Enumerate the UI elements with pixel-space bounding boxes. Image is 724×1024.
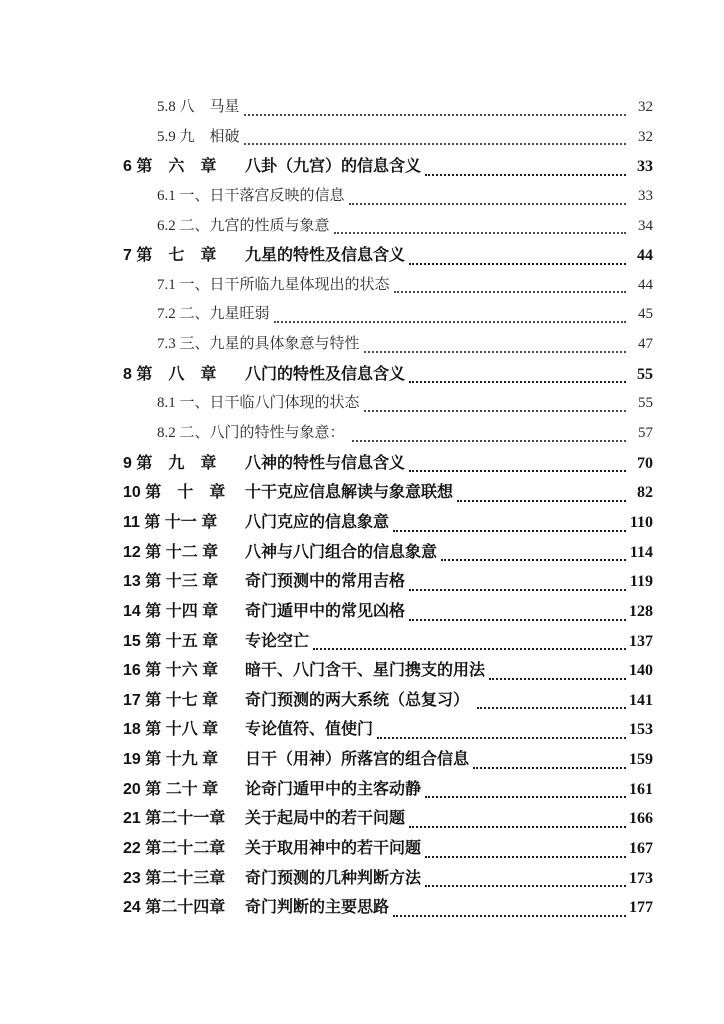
toc-page-number: 153 bbox=[629, 721, 653, 739]
dot-leader bbox=[473, 745, 626, 769]
toc-chapter-title: 奇门遁甲中的常见凶格 bbox=[245, 602, 406, 620]
toc-chapter-title: 八神与八门组合的信息象意 bbox=[245, 543, 438, 561]
toc-sub-entry bbox=[123, 271, 653, 301]
toc-page-number: 82 bbox=[637, 484, 653, 502]
dot-leader bbox=[394, 271, 626, 294]
toc-sub-entry bbox=[123, 419, 653, 449]
toc-sub-entry bbox=[123, 93, 653, 123]
toc-chapter-title: 奇门预测中的常用吉格 bbox=[245, 573, 406, 591]
toc-sub-entry bbox=[123, 300, 653, 330]
toc-page-number: 114 bbox=[629, 543, 653, 561]
dot-leader bbox=[457, 478, 626, 502]
toc-chapter-entry bbox=[123, 864, 653, 894]
dot-leader bbox=[313, 627, 626, 651]
dot-leader bbox=[409, 241, 626, 265]
toc-chapter-entry bbox=[123, 152, 653, 182]
toc-chapter-label: 9 第 九 章 bbox=[123, 454, 217, 472]
toc-chapter-label: 23 第二十三章 bbox=[123, 869, 226, 887]
dot-leader bbox=[349, 182, 626, 205]
toc-chapter-label: 18 第 十八 章 bbox=[123, 721, 219, 739]
dot-leader bbox=[377, 715, 626, 739]
toc-chapter-label: 8 第 八 章 bbox=[123, 365, 217, 383]
toc-chapter-entry bbox=[123, 715, 653, 745]
toc-chapter-title: 奇门预测的几种判断方法 bbox=[245, 869, 422, 887]
toc-sub-label: 8.1 一、日干临八门体现的状态 bbox=[157, 395, 360, 412]
toc-sub-label: 7.2 二、九星旺弱 bbox=[157, 306, 270, 323]
toc-chapter-entry bbox=[123, 360, 653, 390]
toc-chapter-title: 论奇门遁甲中的主客动静 bbox=[245, 780, 422, 798]
toc-chapter-entry bbox=[123, 893, 653, 923]
dot-leader bbox=[352, 419, 626, 442]
dot-leader bbox=[409, 360, 626, 384]
toc-chapter-label: 11 第 十一 章 bbox=[123, 513, 218, 531]
dot-leader bbox=[244, 123, 626, 146]
dot-leader bbox=[409, 597, 626, 621]
toc-chapter-label: 12 第 十二 章 bbox=[123, 543, 219, 561]
toc-sub-label: 7.3 三、九星的具体象意与特性 bbox=[157, 336, 360, 353]
toc-page-number: 159 bbox=[629, 751, 653, 769]
dot-leader bbox=[425, 834, 626, 858]
toc-page-number: 110 bbox=[629, 513, 653, 531]
toc-chapter-title: 专论值符、值使门 bbox=[245, 721, 374, 739]
dot-leader bbox=[364, 330, 626, 353]
toc-page-number: 70 bbox=[637, 454, 653, 472]
toc-sub-entry bbox=[123, 212, 653, 242]
dot-leader bbox=[409, 449, 626, 473]
dot-leader bbox=[334, 212, 626, 235]
toc-chapter-title: 暗干、八门含干、星门携支的用法 bbox=[245, 662, 486, 680]
toc-chapter-title: 八卦（九宫）的信息含义 bbox=[245, 158, 422, 176]
dot-leader bbox=[393, 508, 626, 532]
toc-page-number: 128 bbox=[629, 602, 653, 620]
toc-chapter-entry bbox=[123, 538, 653, 568]
dot-leader bbox=[425, 152, 626, 176]
toc-chapter-entry bbox=[123, 745, 653, 775]
toc-page-number: 166 bbox=[629, 810, 653, 828]
toc-chapter-entry bbox=[123, 241, 653, 271]
toc-chapter-entry bbox=[123, 656, 653, 686]
toc-list bbox=[123, 93, 653, 923]
dot-leader bbox=[441, 538, 626, 562]
toc-page-number: 140 bbox=[629, 662, 653, 680]
toc-sub-label: 6.1 一、日干落宫反映的信息 bbox=[157, 187, 345, 204]
toc-page-number: 55 bbox=[637, 365, 653, 383]
toc-chapter-title: 关于取用神中的若干问题 bbox=[245, 840, 422, 858]
toc-chapter-label: 16 第 十六 章 bbox=[123, 662, 219, 680]
toc-chapter-title: 八神的特性与信息含义 bbox=[245, 454, 406, 472]
toc-page-number: 57 bbox=[638, 425, 653, 442]
dot-leader bbox=[393, 893, 626, 917]
toc-chapter-title: 关于起局中的若干问题 bbox=[245, 810, 406, 828]
toc-chapter-label: 19 第 十九 章 bbox=[123, 751, 219, 769]
toc-page-number: 177 bbox=[629, 899, 653, 917]
dot-leader bbox=[489, 656, 626, 680]
toc-page-number: 173 bbox=[629, 869, 653, 887]
toc-page-number: 44 bbox=[638, 276, 653, 293]
toc-chapter-entry bbox=[123, 686, 653, 716]
toc-chapter-label: 13 第 十三 章 bbox=[123, 573, 219, 591]
toc-chapter-label: 15 第 十五 章 bbox=[123, 632, 219, 650]
toc-chapter-label: 17 第 十七 章 bbox=[123, 691, 219, 709]
toc-page-number: 32 bbox=[638, 128, 653, 145]
toc-chapter-title: 八门克应的信息象意 bbox=[245, 513, 390, 531]
toc-chapter-title: 日干（用神）所落宫的组合信息 bbox=[245, 751, 470, 769]
toc-page-number: 47 bbox=[638, 336, 653, 353]
toc-page-number: 45 bbox=[638, 306, 653, 323]
toc-sub-label: 8.2 二、八门的特性与象意： bbox=[157, 425, 349, 442]
toc-chapter-label: 6 第 六 章 bbox=[123, 158, 217, 176]
dot-leader bbox=[477, 686, 626, 710]
toc-sub-label: 5.8 八 马星 bbox=[157, 99, 240, 115]
toc-chapter-title: 奇门预测的两大系统（总复习） bbox=[245, 691, 474, 709]
toc-chapter-label: 21 第二十一章 bbox=[123, 810, 226, 828]
toc-page-number: 141 bbox=[629, 691, 653, 709]
toc-chapter-label: 22 第二十二章 bbox=[123, 840, 226, 858]
toc-sub-label: 6.2 二、九宫的性质与象意 bbox=[157, 217, 330, 234]
dot-leader bbox=[409, 804, 626, 828]
dot-leader bbox=[364, 389, 626, 412]
toc-chapter-entry bbox=[123, 478, 653, 508]
toc-chapter-entry bbox=[123, 804, 653, 834]
toc-chapter-title: 八门的特性及信息含义 bbox=[245, 365, 406, 383]
dot-leader bbox=[409, 567, 626, 591]
toc-chapter-entry bbox=[123, 508, 653, 538]
toc-page-number: 32 bbox=[638, 99, 653, 115]
toc-chapter-label: 7 第 七 章 bbox=[123, 247, 217, 265]
toc-chapter-label: 24 第二十四章 bbox=[123, 899, 226, 917]
toc-page-number: 44 bbox=[637, 247, 653, 265]
toc-chapter-entry bbox=[123, 775, 653, 805]
toc-sub-entry bbox=[123, 330, 653, 360]
toc-chapter-entry bbox=[123, 567, 653, 597]
toc-chapter-label: 14 第 十四 章 bbox=[123, 602, 219, 620]
dot-leader bbox=[425, 775, 626, 799]
toc-chapter-title: 九星的特性及信息含义 bbox=[245, 247, 406, 265]
dot-leader bbox=[244, 93, 626, 116]
toc-chapter-title: 十干克应信息解读与象意联想 bbox=[245, 484, 454, 502]
toc-chapter-entry bbox=[123, 627, 653, 657]
toc-page-number: 137 bbox=[629, 632, 653, 650]
toc-page-number: 34 bbox=[638, 217, 653, 234]
toc-chapter-label: 10 第 十 章 bbox=[123, 484, 226, 502]
toc-page-number: 167 bbox=[629, 840, 653, 858]
toc-page-number: 33 bbox=[637, 158, 653, 176]
toc-chapter-entry bbox=[123, 597, 653, 627]
toc-sub-entry bbox=[123, 182, 653, 212]
dot-leader bbox=[425, 864, 626, 888]
toc-page-number: 55 bbox=[638, 395, 653, 412]
dot-leader bbox=[274, 300, 626, 323]
toc-page-number: 119 bbox=[629, 573, 653, 591]
toc-chapter-entry bbox=[123, 834, 653, 864]
toc-sub-entry bbox=[123, 389, 653, 419]
toc-page-number: 33 bbox=[638, 187, 653, 204]
toc-sub-label: 7.1 一、日干所临九星体现出的状态 bbox=[157, 276, 390, 293]
toc-chapter-title: 奇门判断的主要思路 bbox=[245, 899, 390, 917]
toc-page-number: 161 bbox=[629, 780, 653, 798]
toc-chapter-label: 20 第 二十 章 bbox=[123, 780, 219, 798]
toc-chapter-title: 专论空亡 bbox=[245, 632, 310, 650]
toc-sub-label: 5.9 九 相破 bbox=[157, 128, 240, 145]
toc-sub-entry bbox=[123, 123, 653, 153]
toc-chapter-entry bbox=[123, 449, 653, 479]
